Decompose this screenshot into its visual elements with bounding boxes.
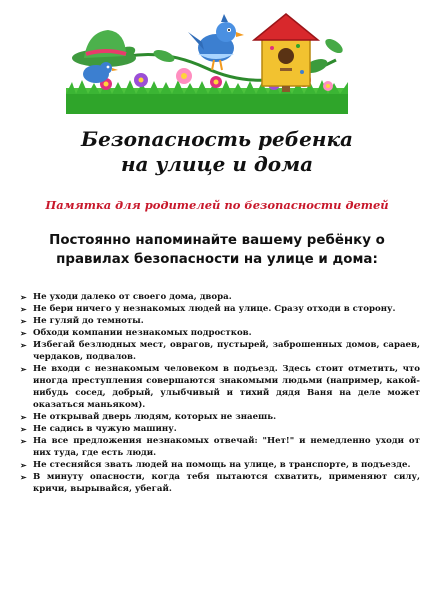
page-subtitle: Памятка для родителей по безопасности детей [45, 198, 389, 212]
list-item [20, 423, 420, 435]
lead-text [10, 231, 424, 269]
bullet-arrow-icon: ➢ [20, 340, 27, 350]
bullet-arrow-icon: ➢ [20, 472, 27, 482]
tip-text: Не садись в чужую машину. [33, 424, 177, 434]
tip-text: Не открывай дверь людям, которых не знаешь. [33, 412, 277, 422]
bullet-arrow-icon: ➢ [20, 424, 27, 434]
list-item [20, 471, 420, 495]
page-title [0, 127, 434, 177]
bullet-arrow-icon: ➢ [20, 460, 27, 470]
tip-text: Не уходи далеко от своего дома, двора. [33, 292, 232, 302]
list-item [20, 291, 420, 303]
title-line-1: Безопасность ребенка [81, 127, 353, 151]
bullet-arrow-icon: ➢ [20, 328, 27, 338]
bullet-arrow-icon: ➢ [20, 412, 27, 422]
bullet-arrow-icon: ➢ [20, 364, 27, 374]
list-item [20, 339, 420, 363]
bird-icon [188, 14, 244, 70]
bullet-arrow-icon: ➢ [20, 316, 27, 326]
title-line-2: на улице и дома [120, 152, 314, 176]
birdhouse-icon [254, 14, 318, 92]
tip-text: Обходи компании незнакомых подростков. [33, 328, 252, 338]
bullet-arrow-icon: ➢ [20, 436, 27, 446]
list-item [20, 411, 420, 423]
tip-text: Не стесняйся звать людей на помощь на улице, в транспорте, в подъезде. [33, 460, 411, 470]
list-item [20, 459, 420, 471]
lead-line-2: правилах безопасности на улице и дома: [56, 252, 378, 267]
tip-text: Не гуляй до темноты. [33, 316, 144, 326]
lead-line-1: Постоянно напоминайте вашему ребёнку о [49, 233, 385, 248]
tip-text: Избегай безлюдных мест, оврагов, пустырей, заброшенных домов, сараев, чердаков, подвалов. [33, 340, 420, 362]
tip-text: Не входи с незнакомым человеком в подъезд. Здесь стоит отметить, что иногда преступления совершаются знакомыми людьми (например, какой-нибудь сосед, добрый, улыбчивый и тихий дядя Ваня на деле может оказаться маньяком). [33, 364, 420, 410]
bullet-arrow-icon: ➢ [20, 292, 27, 302]
list-item [20, 303, 420, 315]
tips-list [20, 291, 420, 495]
tip-text: Не бери ничего у незнакомых людей на улице. Сразу отходи в сторону. [33, 304, 396, 314]
tip-text: В минуту опасности, когда тебя пытаются схватить, применяют силу, кричи, вырывайся, убегай. [33, 472, 420, 494]
header-illustration [66, 10, 348, 114]
list-item [20, 315, 420, 327]
tip-text: На все предложения незнакомых отвечай: "Нет!" и немедленно уходи от них туда, где есть люди. [33, 436, 420, 458]
list-item [20, 363, 420, 411]
bullet-arrow-icon: ➢ [20, 304, 27, 314]
list-item [20, 435, 420, 459]
list-item [20, 327, 420, 339]
